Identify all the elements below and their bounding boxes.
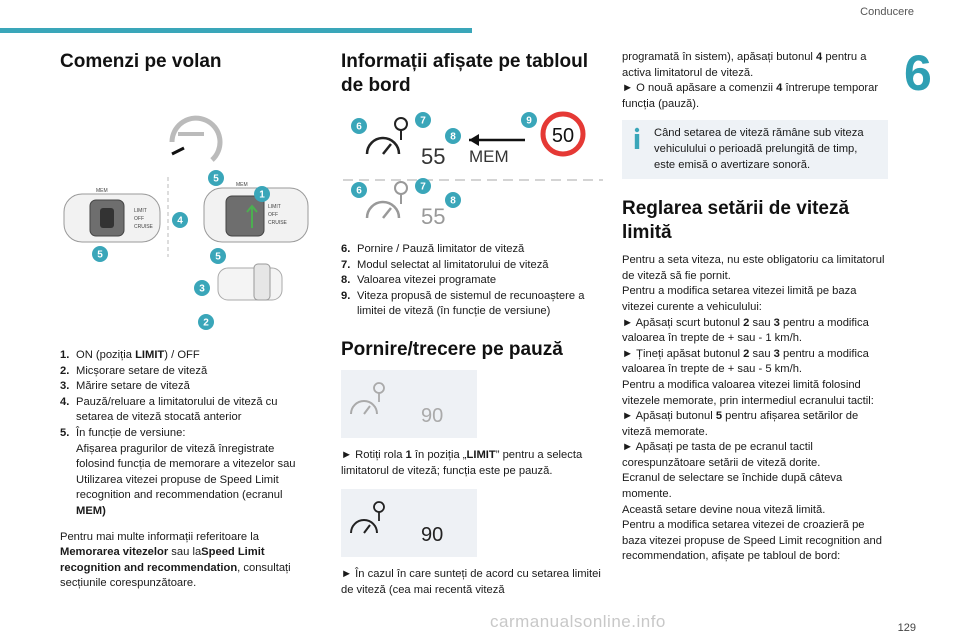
svg-text:8: 8: [450, 195, 456, 207]
reference-paragraph: Pentru mai multe informații referitoare la Memorarea vitezelor sau laSpeed Limit recognition and recommendation, consultați secțiunile corespunzătoare.: [60, 530, 291, 590]
intro-paragraph: programată în sistem), apăsați butonul 4 pentru a activa limitatorul de viteză.: [622, 51, 867, 79]
list-item: 7. Modul selectat al limitatorului de viteză: [341, 258, 549, 271]
page-number: 129: [897, 622, 916, 634]
list-item: 8. Valoarea vitezei programate: [341, 274, 497, 287]
setting-line: Pentru a modifica setarea vitezei de croazieră pe baza vitezei propuse de Speed Limit recognition and recommendation, afișate pe tabloul de bord:: [622, 519, 882, 563]
active-display-box: [341, 489, 477, 557]
svg-text:5: 5: [97, 249, 103, 261]
steering-wheel-icon: [172, 118, 220, 160]
section-title-steering: Comenzi pe volan: [60, 51, 222, 72]
stalk-label-limit-right: LIMIT: [268, 204, 281, 210]
svg-text:5: 5: [215, 251, 221, 263]
info-icon: [630, 127, 644, 149]
list-item: 3. Mărire setare de viteză: [60, 380, 190, 393]
lower-stalk-drawing: [218, 264, 282, 300]
setting-line: Această setare devine noua viteză limită.: [622, 503, 826, 516]
setting-line: Pentru a modifica setarea vitezei limită pe baza vitezei curente a vehiculului:: [622, 285, 857, 313]
callout-2: [198, 314, 214, 330]
svg-text:6: 6: [356, 185, 362, 197]
list-item: 9. Viteza propusă de sistemul de recunoaștere a limitei de viteză (în funcție de versiune): [341, 289, 585, 318]
step-agree: ► În cazul în care sunteți de acord cu setarea limitei de viteză (cea mai recentă viteză: [341, 568, 601, 596]
setting-line: Ecranul de selectare se închide după câteva momente.: [622, 472, 843, 501]
speed-limit-sign-icon: [543, 114, 583, 154]
info-note-text: Când setarea de viteză rămâne sub viteza vehiculului o perioadă prelungită de timp, este emisă o avertizare sonoră.: [654, 127, 864, 171]
callout-5c: [210, 248, 226, 264]
callout-7: [415, 112, 431, 128]
active-display-drawing: [341, 489, 477, 557]
chapter-number: 6: [904, 45, 932, 101]
setting-line: Pentru a seta viteza, nu este obligatoriu ca limitatorul de viteză să fie pornit.: [622, 254, 885, 282]
callout-5b: [92, 246, 108, 262]
steering-controls-list: [60, 348, 310, 520]
paused-speed: 90: [421, 404, 444, 427]
column-dashboard-info: [341, 50, 605, 598]
svg-text:6: 6: [356, 121, 362, 133]
dashboard-drawing: [341, 106, 605, 228]
callout-4: [172, 212, 188, 228]
callout-1: [254, 186, 270, 202]
stalk-label-limit: LIMIT: [134, 208, 147, 214]
svg-text:7: 7: [420, 115, 426, 127]
svg-text:2: 2: [203, 317, 209, 329]
left-stalk-drawing: [64, 188, 160, 242]
svg-text:3: 3: [199, 283, 205, 295]
info-note: [622, 120, 888, 179]
callout-6: [351, 118, 367, 134]
paused-display-drawing: [341, 370, 477, 438]
limiter-gauge-icon-paused: [367, 182, 407, 218]
svg-text:50: 50: [551, 125, 575, 147]
chapter-title: Conducere: [860, 6, 914, 18]
dashboard-speed-paused: 55: [421, 204, 446, 229]
section-title-start-pause: Pornire/trecere pe pauză: [341, 338, 563, 360]
paused-display-box: [341, 370, 477, 438]
callout-8: [445, 128, 461, 144]
step-touchscreen: ► Apăsați pe tasta de pe ecranul tactil corespunzătoare setării de viteză dorite.: [622, 441, 821, 469]
callout-6b: [351, 182, 367, 198]
dashboard-info-list: [341, 242, 605, 320]
stalk-label-off-right: OFF: [268, 212, 278, 218]
watermark: carmanualsonline.info: [490, 612, 666, 631]
section-title-limit-setting: Reglarea setării de viteză limită: [622, 198, 850, 244]
callout-5a: [208, 170, 224, 186]
svg-text:4: 4: [177, 215, 183, 227]
dashboard-illustration: [341, 106, 605, 228]
list-item: 1. ON (poziția LIMIT) / OFF: [60, 349, 200, 361]
list-item: 4. Pauză/reluare a limitatorului de viteză cu setarea de viteză stocată anterior: [60, 395, 278, 424]
callout-3: [194, 280, 210, 296]
list-item: 5. În funcție de versiune: Afișarea pragurilor de viteză înregistrate folosind funcția de memorare a vitezelor sau Utilizarea vitezei propuse de Speed Limit recognition and recommendation (ecranul MEM): [60, 426, 296, 517]
section-title-dashboard: Informații afișate pe tabloul de bord: [341, 51, 589, 96]
limiter-gauge-icon: [367, 118, 407, 154]
svg-text:7: 7: [420, 181, 426, 193]
list-item: 2. Micșorare setare de viteză: [60, 364, 208, 377]
list-item: 6. Pornire / Pauză limitator de viteză: [341, 243, 525, 255]
svg-text:1: 1: [259, 189, 265, 201]
stalk-drawing: [60, 82, 310, 329]
column-speed-setting: [622, 50, 888, 565]
step-short-press: ► Apăsați scurt butonul 2 sau 3 pentru a modifica valoarea în trepte de + sau - 1 km/h.: [622, 316, 869, 345]
stalk-label-cruise: CRUISE: [134, 224, 153, 230]
dashboard-mem: MEM: [469, 147, 509, 166]
step-long-press: ► Țineți apăsat butonul 2 sau 3 pentru a modifica valoarea în trepte de + sau - 5 km/h.: [622, 347, 869, 376]
header-accent-bar: [0, 28, 472, 33]
steering-stalk-illustration: [60, 82, 310, 329]
column-steering-controls: [60, 50, 310, 592]
dashboard-speed: 55: [421, 144, 446, 169]
stalk-label-mem: MEM: [96, 188, 108, 194]
step-rotate: ► Rotiți rola 1 în poziția „LIMIT” pentru a selecta limitatorul de viteză; funcția este pe pauză.: [341, 448, 583, 477]
callout-7b: [415, 178, 431, 194]
step-memorized: ► Apăsați butonul 5 pentru afișarea setărilor de viteză memorate.: [622, 410, 859, 438]
callout-8b: [445, 192, 461, 208]
setting-line: Pentru a modifica valoarea vitezei limită folosind vitezele memorate, prin intermediul ecranului tactil:: [622, 378, 874, 407]
stalk-label-off: OFF: [134, 216, 144, 222]
svg-text:5: 5: [213, 173, 219, 185]
stalk-label-cruise-right: CRUISE: [268, 220, 287, 226]
pause-step: ► O nouă apăsare a comenzii 4 întrerupe temporar funcția (pauză).: [622, 82, 879, 110]
active-speed: 90: [421, 524, 444, 547]
svg-text:9: 9: [526, 115, 532, 127]
svg-text:8: 8: [450, 131, 456, 143]
callout-9: [521, 112, 537, 128]
stalk-label-mem-right: MEM: [236, 182, 248, 188]
